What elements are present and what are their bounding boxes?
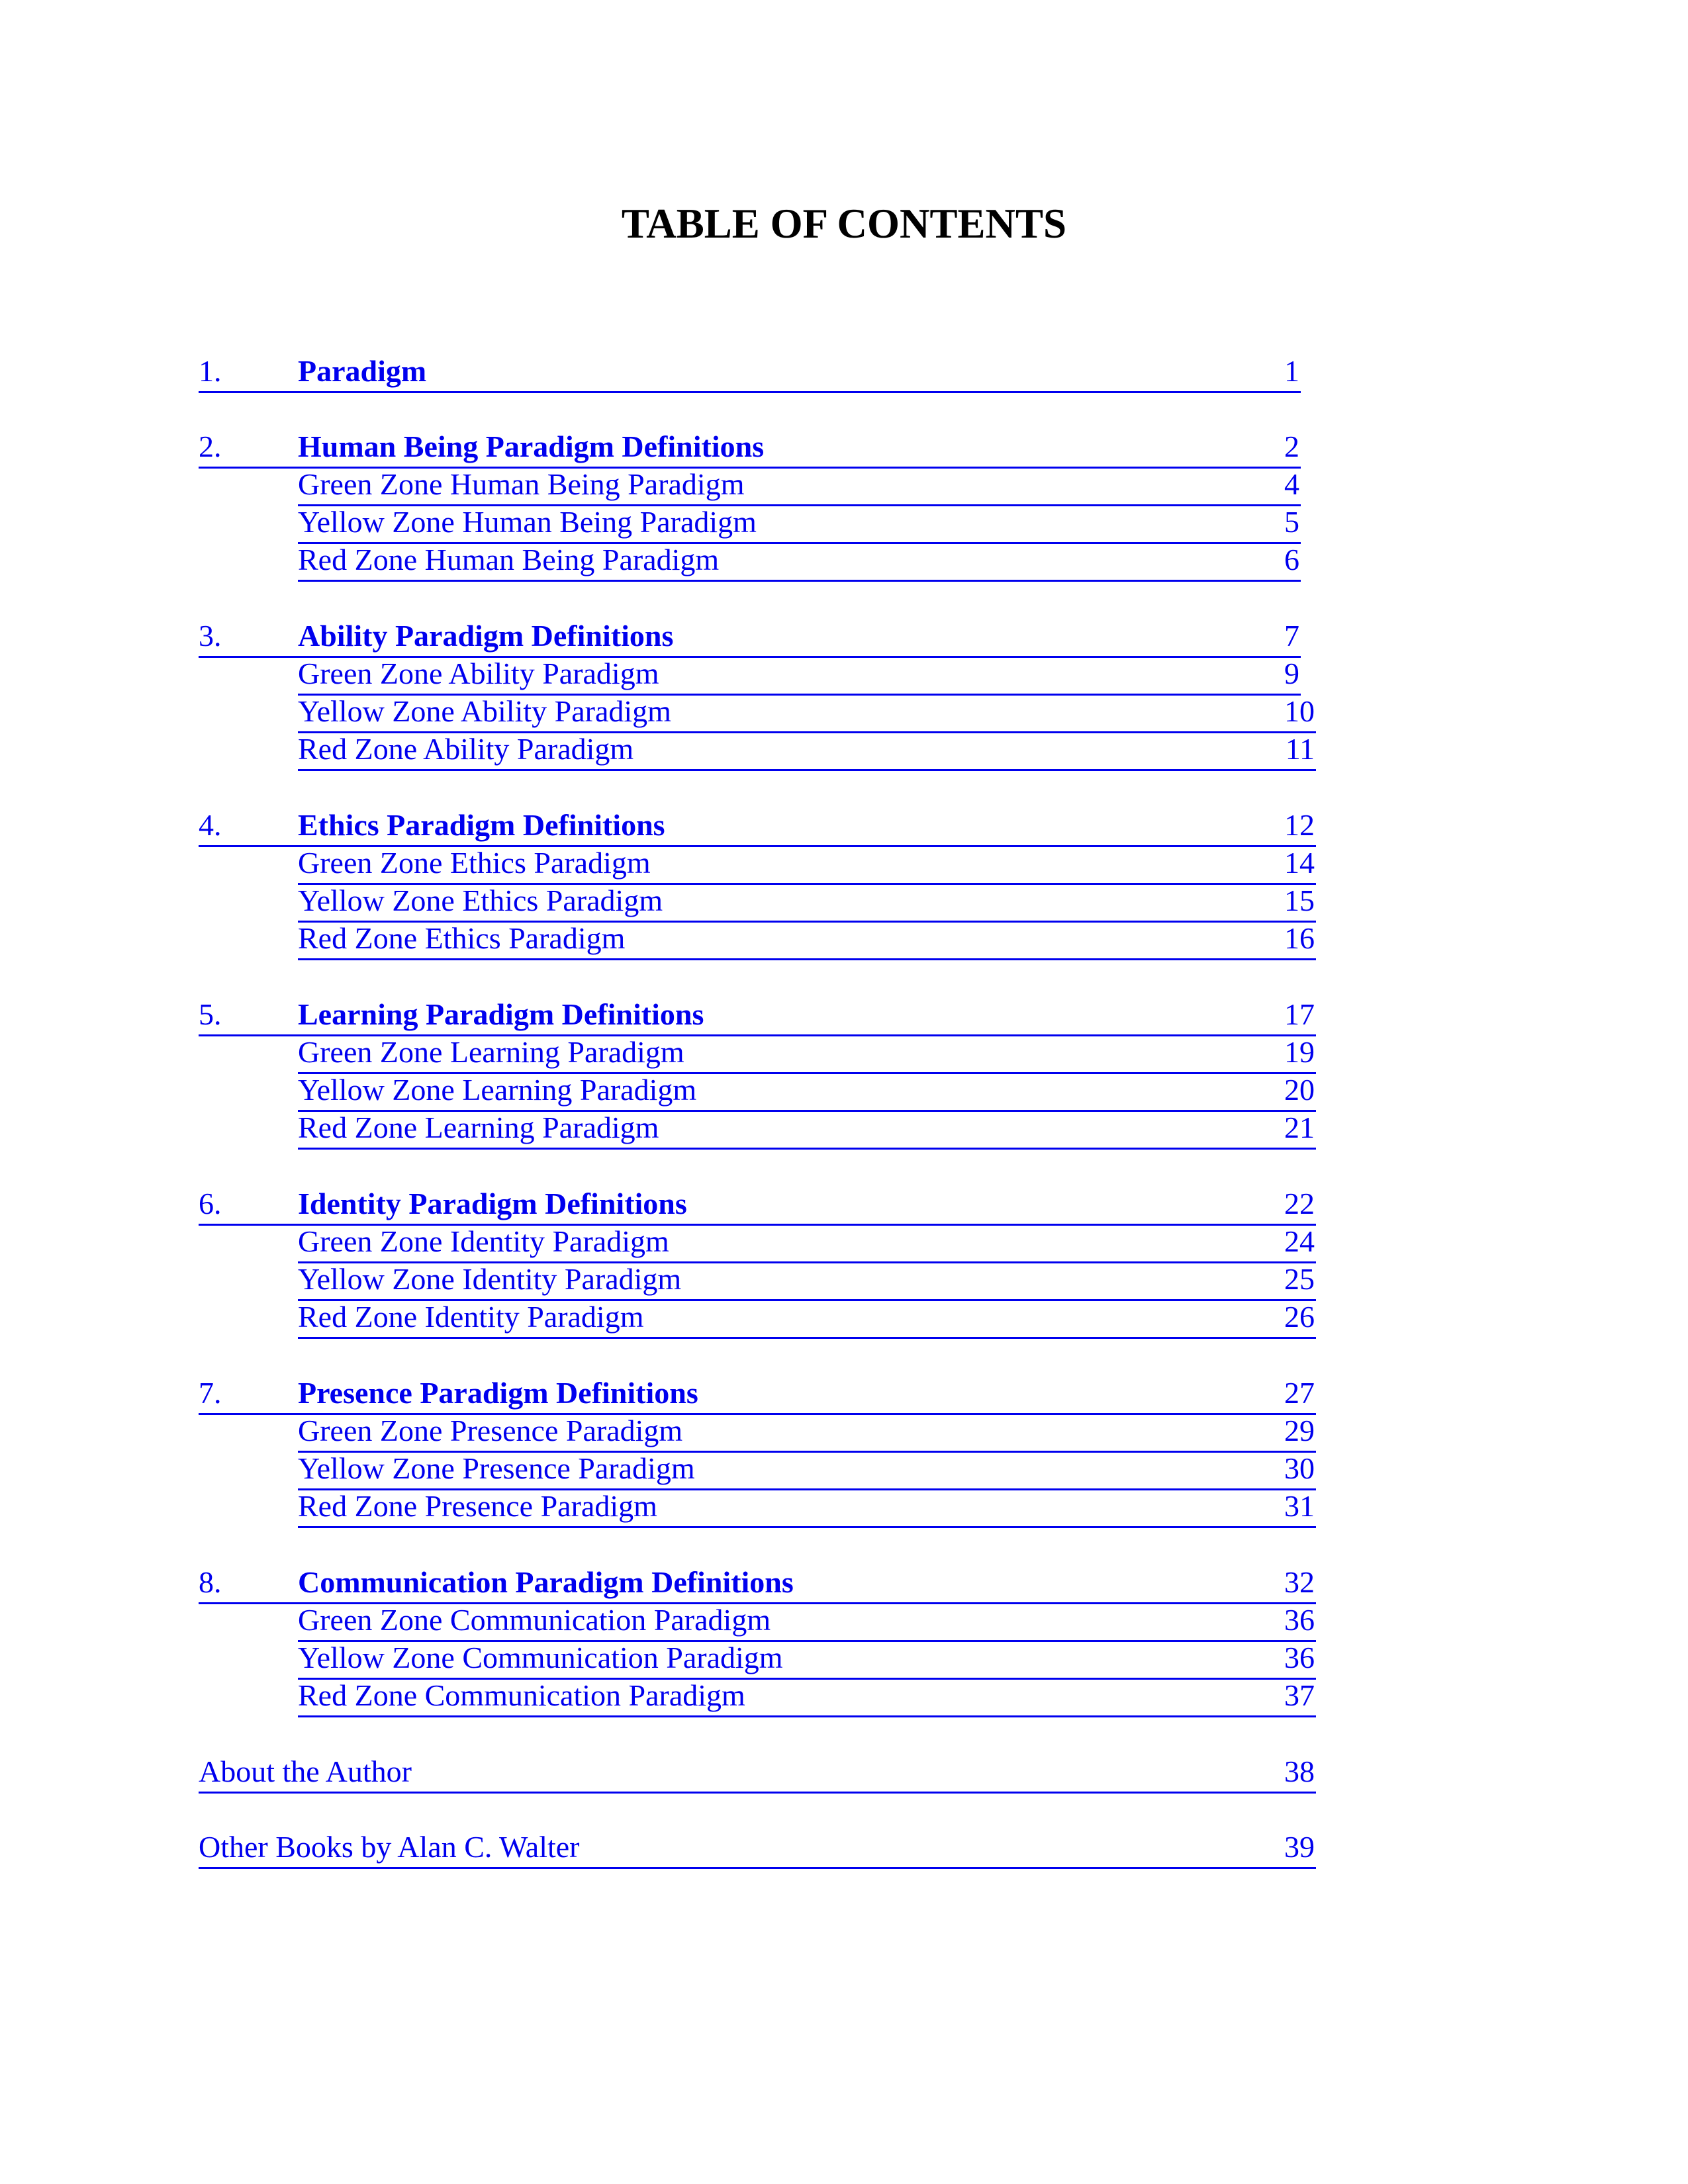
toc-entry-red-zone-presence[interactable] — [298, 1491, 1316, 1528]
toc-label: Green Zone Human Being Paradigm — [298, 467, 745, 501]
toc-entry-about-the-author[interactable] — [199, 1756, 1316, 1794]
toc-page-number: 26 — [1284, 1300, 1315, 1334]
toc-page-number: 19 — [1284, 1035, 1315, 1069]
toc-page-number: 16 — [1284, 921, 1315, 955]
toc-page-number: 29 — [1284, 1414, 1315, 1447]
toc-page-number: 11 — [1285, 732, 1315, 766]
toc-number: 1. — [199, 354, 222, 388]
toc-entry-green-zone-communication[interactable] — [298, 1605, 1316, 1642]
toc-page-number: 1 — [1284, 354, 1299, 388]
toc-page-number: 36 — [1284, 1603, 1315, 1637]
toc-page-number: 30 — [1284, 1451, 1315, 1485]
toc-entry-communication-definitions[interactable] — [199, 1567, 1316, 1604]
toc-page-number: 7 — [1284, 619, 1299, 653]
toc-label: Green Zone Identity Paradigm — [298, 1224, 669, 1258]
toc-entry-green-zone-identity[interactable] — [298, 1226, 1316, 1263]
toc-label: Red Zone Ability Paradigm — [298, 732, 634, 766]
toc-entry-ability-definitions[interactable] — [199, 621, 1301, 658]
toc-page-number: 9 — [1284, 657, 1299, 690]
toc-number: 7. — [199, 1376, 222, 1410]
toc-page-number: 24 — [1284, 1224, 1315, 1258]
toc-entry-other-books[interactable] — [199, 1832, 1316, 1869]
toc-page-number: 15 — [1284, 884, 1315, 917]
toc-label: Red Zone Presence Paradigm — [298, 1489, 657, 1523]
toc-page-number: 36 — [1284, 1641, 1315, 1674]
toc-entry-yellow-zone-human-being[interactable] — [298, 507, 1301, 544]
toc-entry-presence-definitions[interactable] — [199, 1378, 1316, 1415]
toc-label: Yellow Zone Learning Paradigm — [298, 1073, 697, 1107]
toc-entry-paradigm[interactable] — [199, 356, 1301, 393]
toc-entry-yellow-zone-presence[interactable] — [298, 1453, 1316, 1490]
toc-number: 4. — [199, 808, 222, 842]
toc-number: 8. — [199, 1565, 222, 1599]
toc-label: Yellow Zone Human Being Paradigm — [298, 505, 757, 539]
toc-number: 6. — [199, 1187, 222, 1220]
toc-label: Yellow Zone Identity Paradigm — [298, 1262, 682, 1296]
toc-label: Yellow Zone Ethics Paradigm — [298, 884, 663, 917]
toc-label: Red Zone Identity Paradigm — [298, 1300, 644, 1334]
toc-entry-yellow-zone-learning[interactable] — [298, 1075, 1316, 1112]
toc-page-number: 10 — [1284, 694, 1315, 728]
toc-label: Green Zone Communication Paradigm — [298, 1603, 771, 1637]
toc-entry-green-zone-learning[interactable] — [298, 1037, 1316, 1074]
toc-page-number: 5 — [1284, 505, 1299, 539]
toc-label: Green Zone Ethics Paradigm — [298, 846, 651, 880]
toc-label: Red Zone Communication Paradigm — [298, 1678, 745, 1712]
toc-page-number: 25 — [1284, 1262, 1315, 1296]
toc-label: Ethics Paradigm Definitions — [298, 808, 665, 842]
toc-entry-identity-definitions[interactable] — [199, 1189, 1316, 1226]
toc-label: Yellow Zone Ability Paradigm — [298, 694, 671, 728]
toc-label: Identity Paradigm Definitions — [298, 1187, 687, 1220]
toc-page-number: 27 — [1284, 1376, 1315, 1410]
toc-page-number: 4 — [1284, 467, 1299, 501]
toc-label: Green Zone Presence Paradigm — [298, 1414, 683, 1447]
toc-entry-red-zone-ethics[interactable] — [298, 923, 1316, 960]
toc-label: About the Author — [199, 1754, 412, 1788]
toc-label: Communication Paradigm Definitions — [298, 1565, 794, 1599]
toc-page-number: 39 — [1284, 1830, 1315, 1864]
toc-number: 3. — [199, 619, 222, 653]
toc-label: Green Zone Learning Paradigm — [298, 1035, 684, 1069]
toc-page-number: 2 — [1284, 430, 1299, 463]
toc-entry-yellow-zone-identity[interactable] — [298, 1264, 1316, 1301]
toc-page-number: 22 — [1284, 1187, 1315, 1220]
toc-label: Other Books by Alan C. Walter — [199, 1830, 580, 1864]
toc-entry-human-being-definitions[interactable] — [199, 432, 1301, 469]
toc-page-number: 6 — [1284, 543, 1299, 576]
toc-entry-red-zone-human-being[interactable] — [298, 545, 1301, 582]
toc-entry-green-zone-human-being[interactable] — [298, 469, 1301, 506]
toc-entry-yellow-zone-communication[interactable] — [298, 1643, 1316, 1680]
toc-entry-red-zone-identity[interactable] — [298, 1302, 1316, 1339]
toc-label: Yellow Zone Communication Paradigm — [298, 1641, 783, 1674]
toc-label: Presence Paradigm Definitions — [298, 1376, 698, 1410]
toc-page-number: 37 — [1284, 1678, 1315, 1712]
toc-page-number: 14 — [1284, 846, 1315, 880]
toc-label: Paradigm — [298, 354, 427, 388]
toc-label: Learning Paradigm Definitions — [298, 997, 704, 1031]
toc-page-number: 38 — [1284, 1754, 1315, 1788]
toc-entry-red-zone-learning[interactable] — [298, 1113, 1316, 1150]
toc-entry-ethics-definitions[interactable] — [199, 810, 1316, 847]
toc-label: Ability Paradigm Definitions — [298, 619, 674, 653]
toc-entry-yellow-zone-ability[interactable] — [298, 696, 1316, 733]
toc-page-number: 32 — [1284, 1565, 1315, 1599]
toc-label: Human Being Paradigm Definitions — [298, 430, 765, 463]
toc-entry-green-zone-ability[interactable] — [298, 659, 1301, 696]
toc-label: Yellow Zone Presence Paradigm — [298, 1451, 695, 1485]
page-title: TABLE OF CONTENTS — [621, 201, 1067, 247]
toc-page-number: 12 — [1284, 808, 1315, 842]
toc-label: Green Zone Ability Paradigm — [298, 657, 659, 690]
toc-number: 2. — [199, 430, 222, 463]
toc-entry-yellow-zone-ethics[interactable] — [298, 886, 1316, 923]
toc-page-number: 20 — [1284, 1073, 1315, 1107]
toc-page-number: 21 — [1284, 1111, 1315, 1144]
toc-page-number: 17 — [1284, 997, 1315, 1031]
toc-label: Red Zone Learning Paradigm — [298, 1111, 659, 1144]
toc-entry-learning-definitions[interactable] — [199, 999, 1316, 1036]
toc-number: 5. — [199, 997, 222, 1031]
toc-page-number: 31 — [1284, 1489, 1315, 1523]
toc-entry-green-zone-ethics[interactable] — [298, 848, 1316, 885]
toc-entry-red-zone-communication[interactable] — [298, 1680, 1316, 1717]
toc-label: Red Zone Ethics Paradigm — [298, 921, 626, 955]
toc-entry-red-zone-ability[interactable] — [298, 734, 1316, 771]
toc-entry-green-zone-presence[interactable] — [298, 1416, 1316, 1453]
toc-label: Red Zone Human Being Paradigm — [298, 543, 720, 576]
